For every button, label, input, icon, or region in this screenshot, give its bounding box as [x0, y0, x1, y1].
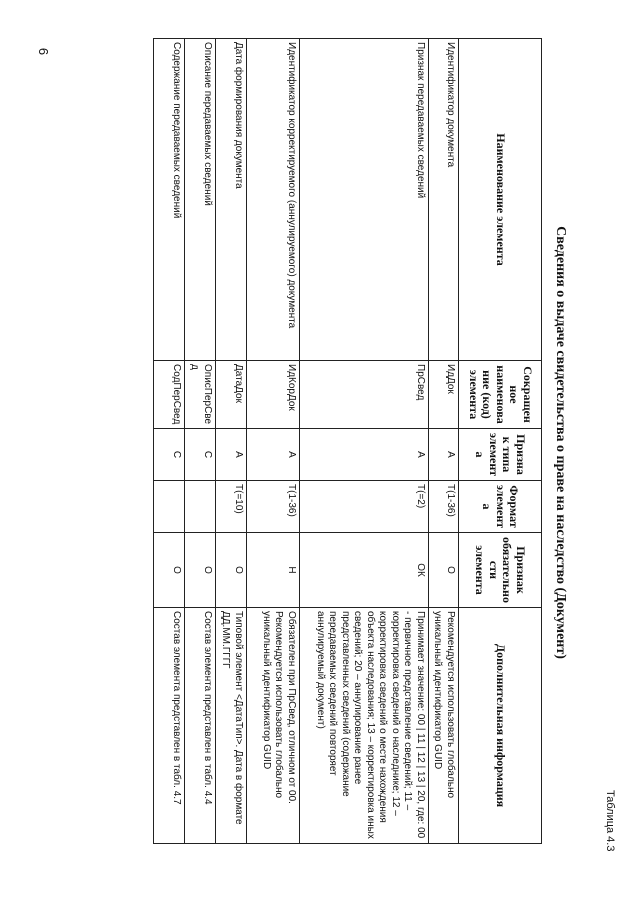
cell-name: Содержание передаваемых сведений	[154, 39, 185, 361]
page-number: 6	[36, 47, 52, 56]
cell-required: О	[185, 533, 216, 608]
header-info: Дополнительная информация	[459, 608, 542, 844]
table-row	[429, 39, 459, 844]
cell-format: T(1-36)	[247, 481, 300, 533]
cell-name: Идентификатор документа	[429, 39, 459, 361]
table-row	[154, 39, 185, 844]
cell-code: СодПерСвед	[154, 361, 185, 429]
cell-code: ПрСвед	[300, 361, 429, 429]
cell-type: А	[429, 429, 459, 481]
cell-type: А	[300, 429, 429, 481]
cell-type: С	[154, 429, 185, 481]
header-required: Признак обязательности элемента	[459, 533, 542, 608]
header-row	[459, 39, 542, 844]
cell-type: А	[216, 429, 247, 481]
header-format: Формат элемента	[459, 481, 542, 533]
cell-info: Рекомендуется использовать глобально уникальный идентификатор GUID	[429, 608, 459, 844]
cell-code: ИдКорДок	[247, 361, 300, 429]
cell-format	[185, 481, 216, 533]
cell-code: ОписПерСвед	[185, 361, 216, 429]
table-caption: Сведения о выдаче свидетельства о праве на наследство (Документ)	[553, 226, 568, 659]
cell-info: Обязателен при ПрСвед, отличном от 00. Рекомендуется использовать глобально уникальный идентификатор GUID	[247, 608, 300, 844]
table-row	[216, 39, 247, 844]
cell-info: Состав элемента представлен в табл. 4.4	[185, 608, 216, 844]
cell-type: С	[185, 429, 216, 481]
header-type: Признак типа элемента	[459, 429, 542, 481]
cell-format: T(=2)	[300, 481, 429, 533]
cell-info: Принимает значение: 00 | 11 | 12 | 13 | 20, где: 00 - первичное представление сведений; 11 – корректировка сведений о наследнике; 12 – корректировка сведений о месте нахождения объекта наследования; 13 – корректировка иных сведений; 20 – аннулирование ранее представленных сведений (содержание передаваемых сведений повторяет аннулируемый документ)	[300, 608, 429, 844]
cell-name: Дата формирования документа	[216, 39, 247, 361]
cell-required: ОК	[300, 533, 429, 608]
table-row	[247, 39, 300, 844]
header-name: Наименование элемента	[459, 39, 542, 361]
cell-name: Идентификатор корректируемого (аннулируемого) документа	[247, 39, 300, 361]
header-code: Сокращенное наименование (код) элемента	[459, 361, 542, 429]
cell-info: Типовой элемент <ДатаТип>. Дата в формате ДД.ММ.ГГГГ	[216, 608, 247, 844]
cell-format	[154, 481, 185, 533]
cell-name: Описание передаваемых сведений	[185, 39, 216, 361]
table-number: Таблица 4.3	[604, 790, 616, 852]
table-row	[300, 39, 429, 844]
cell-required: О	[154, 533, 185, 608]
cell-code: ДатаДок	[216, 361, 247, 429]
cell-code: ИдДок	[429, 361, 459, 429]
cell-required: О	[216, 533, 247, 608]
table-row	[185, 39, 216, 844]
cell-info: Состав элемента представлен в табл. 4.7	[154, 608, 185, 844]
cell-format: T(=10)	[216, 481, 247, 533]
cell-required: О	[429, 533, 459, 608]
cell-type: А	[247, 429, 300, 481]
cell-format: T(1-36)	[429, 481, 459, 533]
cell-required: Н	[247, 533, 300, 608]
elements-table	[153, 38, 542, 844]
cell-name: Признак передаваемых сведений	[300, 39, 429, 361]
